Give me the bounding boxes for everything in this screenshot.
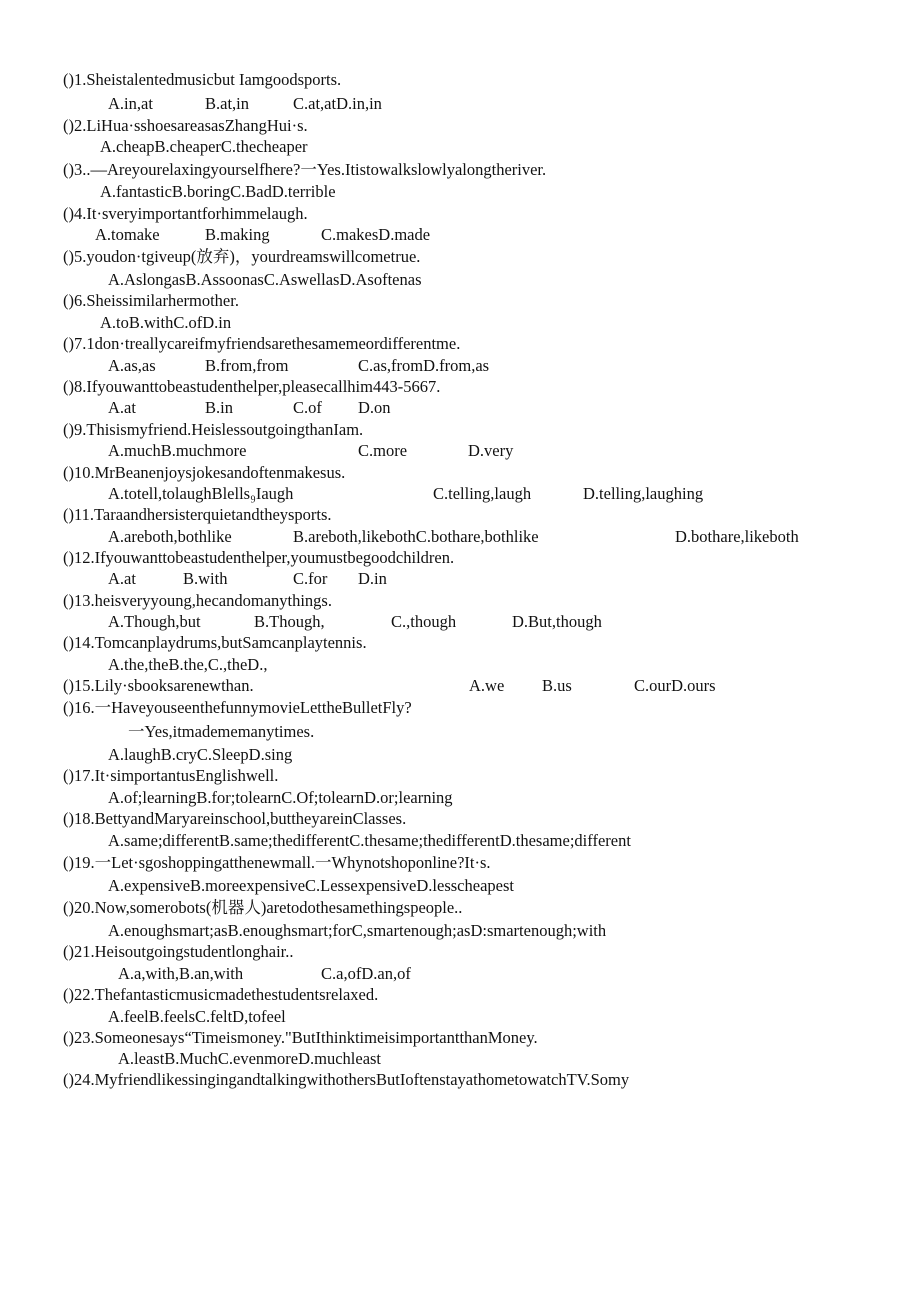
- option-10-ab: A.totell,tolaughBlells₉Iaugh: [108, 484, 294, 503]
- option-8-d: D.on: [358, 398, 391, 417]
- question-23: ()23.Someonesays“Timeismoney."ButIthinktimeisimportantthanMoney.: [63, 1028, 538, 1047]
- option-21-ab: A.a,with,B.an,with: [118, 964, 244, 983]
- option-15-b: B.us: [542, 676, 572, 695]
- question-16: ()16.一HaveyouseenthefunnymovieLettheBulletFly?: [63, 698, 412, 717]
- options-17: A.of;learningB.for;tolearnC.Of;tolearnD.or;learning: [108, 788, 453, 807]
- options-10: [0, 484, 920, 504]
- question-17: ()17.It·simportantusEnglishwell.: [63, 766, 279, 785]
- options-22: A.feelB.feelsC.feltD,tofeel: [108, 1007, 286, 1026]
- options-1: [0, 94, 920, 114]
- option-1-a: A.in,at: [108, 94, 153, 113]
- option-11-a: A.areboth,bothlike: [108, 527, 232, 546]
- option-8-c: C.of: [293, 398, 322, 417]
- question-24: ()24.MyfriendlikessingingandtalkingwithothersButIoftenstayathometowatchTV.Somy: [63, 1070, 630, 1089]
- question-12: ()12.Ifyouwanttobeastudenthelper,youmustbegoodchildren.: [63, 548, 455, 567]
- options-18: A.same;differentB.same;thedifferentC.thesame;thedifferentD.thesame;different: [108, 831, 631, 850]
- options-19: A.expensiveB.moreexpensiveC.LessexpensiveD.lesscheapest: [108, 876, 514, 895]
- options-23: A.leastB.MuchC.evenmoreD.muchleast: [118, 1049, 382, 1068]
- option-11-d: D.bothare,likeboth: [675, 527, 799, 546]
- question-9: ()9.Thisismyfriend.HeislessoutgoingthanIam.: [63, 420, 364, 439]
- options-9: [0, 441, 920, 461]
- question-5: ()5.youdon·tgiveup(放弃)，yourdreamswillcometrue.: [63, 247, 421, 266]
- options-16: A.laughB.cryC.SleepD.sing: [108, 745, 293, 764]
- option-7-a: A.as,as: [108, 356, 156, 375]
- question-20: ()20.Now,somerobots(机器人)aretodothesamethingspeople..: [63, 898, 463, 917]
- option-9-ab: A.muchB.muchmore: [108, 441, 247, 460]
- option-12-c: C.for: [293, 569, 328, 588]
- option-15-cd: C.ourD.ours: [634, 676, 716, 695]
- option-4-cd: C.makesD.made: [321, 225, 431, 244]
- options-20: A.enoughsmart;asB.enoughsmart;forC,smartenough;asD:smartenough;with: [108, 921, 607, 940]
- options-6: A.toB.withC.ofD.in: [100, 313, 232, 332]
- option-15-a: A.we: [469, 676, 505, 695]
- option-12-a: A.at: [108, 569, 136, 588]
- option-8-a: A.at: [108, 398, 136, 417]
- question-13: ()13.heisveryyoung,hecandomanythings.: [63, 591, 332, 610]
- question-21: ()21.Heisoutgoingstudentlonghair..: [63, 942, 294, 961]
- option-13-b: B.Though,: [254, 612, 325, 631]
- option-10-c: C.telling,laugh: [433, 484, 532, 503]
- options-3: A.fantasticB.boringC.BadD.terrible: [100, 182, 336, 201]
- option-8-b: B.in: [205, 398, 233, 417]
- option-11-bc: B.areboth,likebothC.bothare,bothlike: [293, 527, 539, 546]
- option-1-cd: C.at,atD.in,in: [293, 94, 382, 113]
- question-10: ()10.MrBeanenjoysjokesandoftenmakesus.: [63, 463, 346, 482]
- question-2: ()2.LiHua·sshoesareasasZhangHui·s.: [63, 116, 308, 135]
- question-22: ()22.Thefantasticmusicmadethestudentsrelaxed.: [63, 985, 379, 1004]
- options-8: [0, 398, 920, 418]
- option-21-cd: C.a,ofD.an,of: [321, 964, 411, 983]
- option-13-d: D.But,though: [512, 612, 602, 631]
- options-11: [0, 527, 920, 547]
- question-18: ()18.BettyandMaryareinschool,buttheyareinClasses.: [63, 809, 407, 828]
- options-2: A.cheapB.cheaperC.thecheaper: [100, 137, 308, 156]
- option-4-b: B.making: [205, 225, 270, 244]
- question-8: ()8.Ifyouwanttobeastudenthelper,pleasecallhim443-5667.: [63, 377, 441, 396]
- question-4: ()4.It·sveryimportantforhimmelaugh.: [63, 204, 308, 223]
- option-4-a: A.tomake: [95, 225, 160, 244]
- options-7: [0, 356, 920, 376]
- options-12: [0, 569, 920, 589]
- question-7: ()7.1don·treallycareifmyfriendsarethesamemeordifferentme.: [63, 334, 461, 353]
- question-3: ()3..—Areyourelaxingyourselfhere?一Yes.Itistowalkslowlyalongtheriver.: [63, 160, 547, 179]
- option-1-b: B.at,in: [205, 94, 249, 113]
- option-9-d: D.very: [468, 441, 514, 460]
- options-14: A.the,theB.the,C.,theD.,: [108, 655, 268, 674]
- question-14: ()14.Tomcanplaydrums,butSamcanplaytennis.: [63, 633, 367, 652]
- option-13-c: C.,though: [391, 612, 457, 631]
- option-10-d: D.telling,laughing: [583, 484, 704, 503]
- options-21: [0, 964, 920, 984]
- options-13: [0, 612, 920, 632]
- options-5: A.AslongasB.AssoonasC.AswellasD.Asoftenas: [108, 270, 422, 289]
- option-9-c: C.more: [358, 441, 408, 460]
- question-6: ()6.Sheissimilarhermother.: [63, 291, 239, 310]
- options-4: [0, 225, 920, 245]
- question-11: ()11.Taraandhersisterquietandtheysports.: [63, 505, 332, 524]
- option-7-cd: C.as,fromD.from,as: [358, 356, 490, 375]
- option-13-a: A.Though,but: [108, 612, 201, 631]
- option-12-b: B.with: [183, 569, 228, 588]
- option-12-d: D.in: [358, 569, 387, 588]
- question-15-row: [0, 676, 920, 696]
- question-15: ()15.Lily·sbooksarenewthan.: [63, 676, 254, 695]
- question-16-reply: 一Yes,itmadememanytimes.: [128, 722, 315, 741]
- question-1: ()1.Sheistalentedmusicbut Iamgoodsports.: [63, 70, 342, 89]
- option-7-b: B.from,from: [205, 356, 289, 375]
- question-19: ()19.一Let·sgoshoppingatthenewmall.一Whynotshoponline?It·s.: [63, 853, 491, 872]
